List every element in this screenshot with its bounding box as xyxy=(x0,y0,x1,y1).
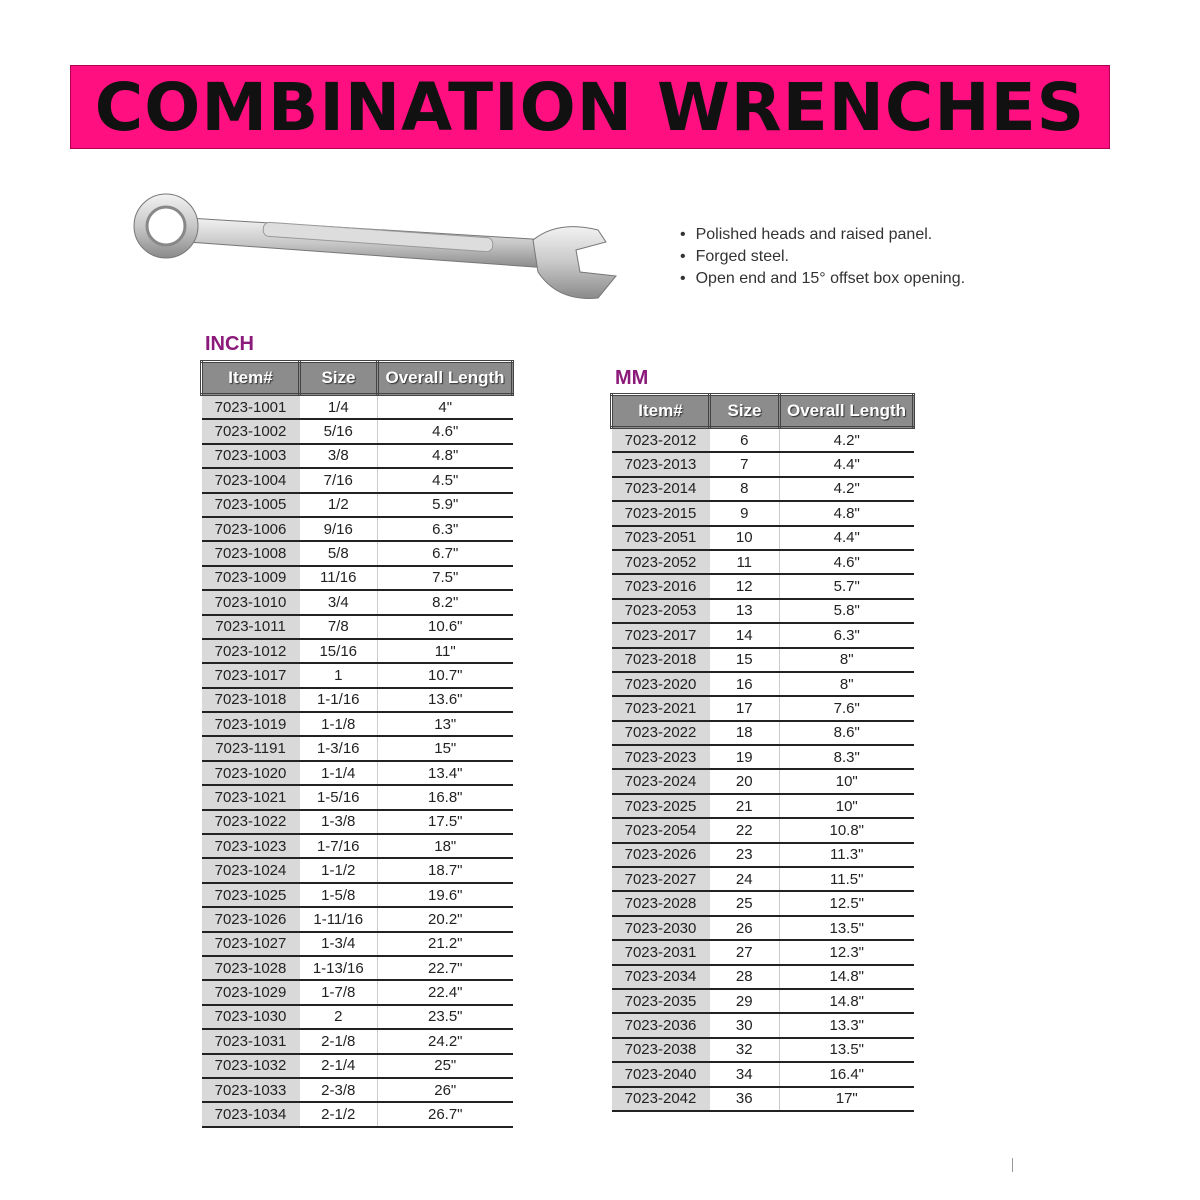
item-number: 7023-2053 xyxy=(612,599,710,623)
size: 12 xyxy=(710,574,780,598)
overall-length: 14.8" xyxy=(780,989,914,1013)
mm-section-label: MM xyxy=(615,367,649,389)
table-row xyxy=(202,639,513,663)
table-row xyxy=(202,736,513,760)
overall-length: 6.3" xyxy=(780,623,914,647)
item-number: 7023-1028 xyxy=(202,956,300,980)
overall-length: 20.2" xyxy=(378,907,513,931)
size: 2-1/2 xyxy=(300,1102,378,1126)
feature-list xyxy=(680,226,965,292)
item-number: 7023-2024 xyxy=(612,769,710,793)
item-number: 7023-2026 xyxy=(612,843,710,867)
size: 7/16 xyxy=(300,468,378,492)
size: 3/8 xyxy=(300,444,378,468)
item-number: 7023-2051 xyxy=(612,526,710,550)
table-row xyxy=(612,1038,914,1062)
table-row xyxy=(202,1054,513,1078)
table-row xyxy=(612,696,914,720)
size: 10 xyxy=(710,526,780,550)
size: 1-1/16 xyxy=(300,688,378,712)
overall-length: 13" xyxy=(378,712,513,736)
feature-item: • Open end and 15° offset box opening. xyxy=(680,270,965,292)
overall-length: 4.8" xyxy=(780,501,914,525)
item-number: 7023-2042 xyxy=(612,1087,710,1111)
overall-length: 8.3" xyxy=(780,745,914,769)
overall-length: 17.5" xyxy=(378,810,513,834)
size: 1-7/16 xyxy=(300,834,378,858)
table-row xyxy=(202,444,513,468)
size: 8 xyxy=(710,477,780,501)
overall-length: 17" xyxy=(780,1087,914,1111)
overall-length: 8.6" xyxy=(780,721,914,745)
table-row xyxy=(612,965,914,989)
table-row xyxy=(612,794,914,818)
table-row xyxy=(202,980,513,1004)
table-row xyxy=(202,688,513,712)
table-row xyxy=(612,428,914,453)
item-number: 7023-2030 xyxy=(612,916,710,940)
item-number: 7023-2018 xyxy=(612,648,710,672)
item-number: 7023-1006 xyxy=(202,517,300,541)
table-row xyxy=(612,916,914,940)
overall-length: 4.4" xyxy=(780,526,914,550)
overall-length: 4.5" xyxy=(378,468,513,492)
overall-length: 8" xyxy=(780,648,914,672)
size: 21 xyxy=(710,794,780,818)
size: 1-1/2 xyxy=(300,858,378,882)
table-row xyxy=(202,1005,513,1029)
size: 5/8 xyxy=(300,541,378,565)
item-number: 7023-1012 xyxy=(202,639,300,663)
header-length: Overall Length xyxy=(780,395,914,428)
item-number: 7023-2027 xyxy=(612,867,710,891)
table-row xyxy=(202,493,513,517)
item-number: 7023-1025 xyxy=(202,883,300,907)
item-number: 7023-1027 xyxy=(202,932,300,956)
item-number: 7023-2040 xyxy=(612,1062,710,1086)
item-number: 7023-1022 xyxy=(202,810,300,834)
table-row xyxy=(612,1087,914,1111)
size: 7 xyxy=(710,452,780,476)
table-row xyxy=(612,721,914,745)
item-number: 7023-2023 xyxy=(612,745,710,769)
overall-length: 12.5" xyxy=(780,891,914,915)
overall-length: 18" xyxy=(378,834,513,858)
size: 1-5/16 xyxy=(300,785,378,809)
table-row xyxy=(202,834,513,858)
size: 17 xyxy=(710,696,780,720)
overall-length: 4.2" xyxy=(780,477,914,501)
header-item: Item# xyxy=(612,395,710,428)
table-row xyxy=(612,452,914,476)
overall-length: 6.7" xyxy=(378,541,513,565)
item-number: 7023-1029 xyxy=(202,980,300,1004)
size: 23 xyxy=(710,843,780,867)
size: 6 xyxy=(710,428,780,453)
table-row xyxy=(202,956,513,980)
item-number: 7023-2034 xyxy=(612,965,710,989)
item-number: 7023-2021 xyxy=(612,696,710,720)
overall-length: 13.5" xyxy=(780,916,914,940)
size: 1-3/4 xyxy=(300,932,378,956)
overall-length: 7.6" xyxy=(780,696,914,720)
table-row xyxy=(612,940,914,964)
size: 16 xyxy=(710,672,780,696)
size: 1-13/16 xyxy=(300,956,378,980)
overall-length: 16.8" xyxy=(378,785,513,809)
overall-length: 4" xyxy=(378,395,513,420)
item-number: 7023-1004 xyxy=(202,468,300,492)
overall-length: 15" xyxy=(378,736,513,760)
item-number: 7023-1003 xyxy=(202,444,300,468)
overall-length: 21.2" xyxy=(378,932,513,956)
overall-length: 25" xyxy=(378,1054,513,1078)
overall-length: 13.4" xyxy=(378,761,513,785)
size: 2-1/4 xyxy=(300,1054,378,1078)
overall-length: 10.8" xyxy=(780,818,914,842)
overall-length: 22.7" xyxy=(378,956,513,980)
inch-section-label: INCH xyxy=(205,333,254,355)
table-row xyxy=(202,566,513,590)
size: 15 xyxy=(710,648,780,672)
page-title: COMBINATION WRENCHES xyxy=(94,68,1086,146)
size: 1-5/8 xyxy=(300,883,378,907)
overall-length: 10" xyxy=(780,769,914,793)
overall-length: 8" xyxy=(780,672,914,696)
overall-length: 5.9" xyxy=(378,493,513,517)
title-banner xyxy=(70,65,1110,149)
table-row xyxy=(202,419,513,443)
item-number: 7023-1034 xyxy=(202,1102,300,1126)
item-number: 7023-2025 xyxy=(612,794,710,818)
item-number: 7023-1002 xyxy=(202,419,300,443)
overall-length: 10.7" xyxy=(378,663,513,687)
overall-length: 14.8" xyxy=(780,965,914,989)
wrench-image xyxy=(128,190,628,310)
size: 1-1/4 xyxy=(300,761,378,785)
size: 26 xyxy=(710,916,780,940)
table-row xyxy=(202,468,513,492)
size: 1-7/8 xyxy=(300,980,378,1004)
item-number: 7023-1021 xyxy=(202,785,300,809)
item-number: 7023-1008 xyxy=(202,541,300,565)
table-row xyxy=(612,574,914,598)
size: 28 xyxy=(710,965,780,989)
size: 2-3/8 xyxy=(300,1078,378,1102)
overall-length: 24.2" xyxy=(378,1029,513,1053)
overall-length: 8.2" xyxy=(378,590,513,614)
overall-length: 13.3" xyxy=(780,1013,914,1037)
item-number: 7023-2016 xyxy=(612,574,710,598)
item-number: 7023-1019 xyxy=(202,712,300,736)
table-row xyxy=(202,858,513,882)
size: 22 xyxy=(710,818,780,842)
size: 9 xyxy=(710,501,780,525)
item-number: 7023-1032 xyxy=(202,1054,300,1078)
table-row xyxy=(202,517,513,541)
overall-length: 26.7" xyxy=(378,1102,513,1126)
item-number: 7023-1023 xyxy=(202,834,300,858)
size: 1/4 xyxy=(300,395,378,420)
size: 1-3/16 xyxy=(300,736,378,760)
table-row xyxy=(612,745,914,769)
item-number: 7023-2015 xyxy=(612,501,710,525)
table-row xyxy=(202,1029,513,1053)
table-row xyxy=(202,761,513,785)
overall-length: 18.7" xyxy=(378,858,513,882)
size: 1 xyxy=(300,663,378,687)
header-size: Size xyxy=(710,395,780,428)
feature-item: • Forged steel. xyxy=(680,248,965,270)
mm-table xyxy=(610,393,915,1112)
item-number: 7023-1011 xyxy=(202,615,300,639)
size: 1-11/16 xyxy=(300,907,378,931)
size: 19 xyxy=(710,745,780,769)
item-number: 7023-1005 xyxy=(202,493,300,517)
item-number: 7023-1031 xyxy=(202,1029,300,1053)
overall-length: 4.6" xyxy=(780,550,914,574)
size: 7/8 xyxy=(300,615,378,639)
item-number: 7023-2014 xyxy=(612,477,710,501)
header-length: Overall Length xyxy=(378,362,513,395)
table-row xyxy=(612,1062,914,1086)
size: 18 xyxy=(710,721,780,745)
table-row xyxy=(202,615,513,639)
size: 34 xyxy=(710,1062,780,1086)
item-number: 7023-2054 xyxy=(612,818,710,842)
item-number: 7023-2017 xyxy=(612,623,710,647)
item-number: 7023-2022 xyxy=(612,721,710,745)
table-row xyxy=(612,672,914,696)
item-number: 7023-1009 xyxy=(202,566,300,590)
overall-length: 11.3" xyxy=(780,843,914,867)
size: 36 xyxy=(710,1087,780,1111)
item-number: 7023-2038 xyxy=(612,1038,710,1062)
item-number: 7023-2036 xyxy=(612,1013,710,1037)
item-number: 7023-1026 xyxy=(202,907,300,931)
size: 2 xyxy=(300,1005,378,1029)
item-number: 7023-2031 xyxy=(612,940,710,964)
size: 2-1/8 xyxy=(300,1029,378,1053)
table-row xyxy=(202,810,513,834)
overall-length: 12.3" xyxy=(780,940,914,964)
overall-length: 4.4" xyxy=(780,452,914,476)
overall-length: 16.4" xyxy=(780,1062,914,1086)
header-size: Size xyxy=(300,362,378,395)
table-row xyxy=(202,712,513,736)
table-row xyxy=(612,891,914,915)
table-row xyxy=(612,526,914,550)
table-row xyxy=(202,907,513,931)
divider xyxy=(1012,1158,1013,1172)
size: 5/16 xyxy=(300,419,378,443)
size: 1/2 xyxy=(300,493,378,517)
overall-length: 4.2" xyxy=(780,428,914,453)
overall-length: 10" xyxy=(780,794,914,818)
table-row xyxy=(202,1102,513,1126)
table-row xyxy=(202,541,513,565)
item-number: 7023-2020 xyxy=(612,672,710,696)
table-row xyxy=(202,1078,513,1102)
item-number: 7023-1010 xyxy=(202,590,300,614)
item-number: 7023-2028 xyxy=(612,891,710,915)
size: 29 xyxy=(710,989,780,1013)
table-row xyxy=(202,883,513,907)
item-number: 7023-1020 xyxy=(202,761,300,785)
item-number: 7023-1018 xyxy=(202,688,300,712)
size: 30 xyxy=(710,1013,780,1037)
overall-length: 19.6" xyxy=(378,883,513,907)
overall-length: 22.4" xyxy=(378,980,513,1004)
table-row xyxy=(612,477,914,501)
item-number: 7023-1033 xyxy=(202,1078,300,1102)
size: 27 xyxy=(710,940,780,964)
table-row xyxy=(202,663,513,687)
table-row xyxy=(612,648,914,672)
size: 20 xyxy=(710,769,780,793)
overall-length: 13.5" xyxy=(780,1038,914,1062)
overall-length: 23.5" xyxy=(378,1005,513,1029)
size: 13 xyxy=(710,599,780,623)
item-number: 7023-2012 xyxy=(612,428,710,453)
overall-length: 4.8" xyxy=(378,444,513,468)
inch-table xyxy=(200,360,514,1128)
table-row xyxy=(612,501,914,525)
table-row xyxy=(612,1013,914,1037)
item-number: 7023-1024 xyxy=(202,858,300,882)
table-row xyxy=(202,590,513,614)
table-row xyxy=(612,843,914,867)
table-row xyxy=(612,867,914,891)
size: 14 xyxy=(710,623,780,647)
table-row xyxy=(202,785,513,809)
table-row xyxy=(612,989,914,1013)
size: 9/16 xyxy=(300,517,378,541)
size: 25 xyxy=(710,891,780,915)
overall-length: 5.7" xyxy=(780,574,914,598)
size: 1-3/8 xyxy=(300,810,378,834)
overall-length: 11" xyxy=(378,639,513,663)
size: 1-1/8 xyxy=(300,712,378,736)
item-number: 7023-2035 xyxy=(612,989,710,1013)
overall-length: 10.6" xyxy=(378,615,513,639)
size: 32 xyxy=(710,1038,780,1062)
overall-length: 11.5" xyxy=(780,867,914,891)
overall-length: 4.6" xyxy=(378,419,513,443)
item-number: 7023-1030 xyxy=(202,1005,300,1029)
feature-item: • Polished heads and raised panel. xyxy=(680,226,965,248)
overall-length: 26" xyxy=(378,1078,513,1102)
item-number: 7023-2052 xyxy=(612,550,710,574)
item-number: 7023-2013 xyxy=(612,452,710,476)
table-row xyxy=(202,395,513,420)
table-row xyxy=(612,769,914,793)
size: 15/16 xyxy=(300,639,378,663)
overall-length: 5.8" xyxy=(780,599,914,623)
overall-length: 13.6" xyxy=(378,688,513,712)
table-row xyxy=(202,932,513,956)
size: 3/4 xyxy=(300,590,378,614)
header-item: Item# xyxy=(202,362,300,395)
item-number: 7023-1017 xyxy=(202,663,300,687)
overall-length: 6.3" xyxy=(378,517,513,541)
table-row xyxy=(612,550,914,574)
overall-length: 7.5" xyxy=(378,566,513,590)
table-row xyxy=(612,818,914,842)
size: 11 xyxy=(710,550,780,574)
size: 11/16 xyxy=(300,566,378,590)
size: 24 xyxy=(710,867,780,891)
item-number: 7023-1191 xyxy=(202,736,300,760)
item-number: 7023-1001 xyxy=(202,395,300,420)
table-row xyxy=(612,623,914,647)
table-row xyxy=(612,599,914,623)
